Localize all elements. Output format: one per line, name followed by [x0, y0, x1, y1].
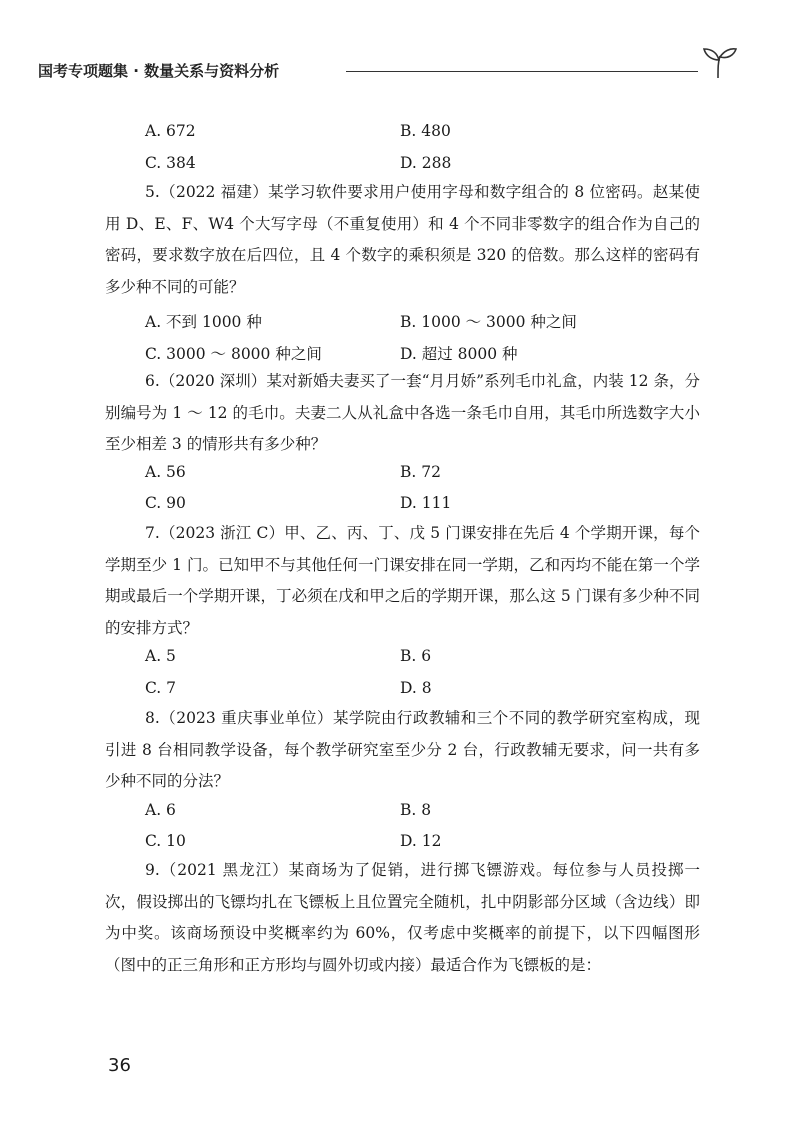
option-c: C. 384	[145, 154, 196, 172]
header-rule	[346, 71, 698, 72]
option-b: B. 480	[400, 122, 451, 140]
option-d: D. 111	[400, 494, 452, 512]
option-a: A. 6	[145, 801, 176, 819]
option-c: C. 90	[145, 494, 186, 512]
question-8-text: 8.（2023 重庆事业单位）某学院由行政教辅和三个不同的教学研究室构成，现引进 8 台相同教学设备，每个教学研究室至少分 2 台，行政教辅无要求，问一共有多少种不同的分法？	[105, 709, 700, 790]
option-c: C. 7	[145, 679, 177, 697]
page-number: 36	[108, 1055, 131, 1076]
option-b: B. 1000 ～ 3000 种之间	[400, 313, 577, 331]
option-a: A. 672	[145, 122, 196, 140]
sprout-icon	[698, 44, 738, 80]
option-d: D. 12	[400, 832, 442, 850]
option-c: C. 10	[145, 832, 186, 850]
option-a: A. 不到 1000 种	[145, 313, 262, 331]
book-title: 国考专项题集 · 数量关系与资料分析	[38, 62, 280, 80]
question-6-text: 6.（2020 深圳）某对新婚夫妻买了一套“月月娇”系列毛巾礼盒，内装 12 条，分别编号为 1 ～ 12 的毛巾。夫妻二人从礼盒中各选一条毛巾自用，其毛巾所选数字大小至少相差 3 的情形共有多少种？	[105, 372, 700, 453]
running-header	[38, 60, 738, 84]
option-d: D. 超过 8000 种	[400, 345, 518, 363]
option-a: A. 5	[145, 647, 176, 665]
option-d: D. 8	[400, 679, 432, 697]
question-7-text: 7.（2023 浙江 C）甲、乙、丙、丁、戊 5 门课安排在先后 4 个学期开课，每个学期至少 1 门。已知甲不与其他任何一门课安排在同一学期，乙和丙均不能在第一个学期或最后一个学期开课，丁必须在戊和甲之后的学期开课，那么这 5 门课有多少种不同的安排方式？	[105, 524, 700, 637]
option-d: D. 288	[400, 154, 452, 172]
option-b: B. 72	[400, 463, 441, 481]
question-5-text: 5.（2022 福建）某学习软件要求用户使用字母和数字组合的 8 位密码。赵某使用 D、E、F、W4 个大写字母（不重复使用）和 4 个不同非零数字的组合作为自己的密码，要求数字放在后四位，且 4 个数字的乘积须是 320 的倍数。那么这样的密码有多少种不同的可能？	[105, 183, 700, 296]
option-b: B. 6	[400, 647, 432, 665]
option-b: B. 8	[400, 801, 432, 819]
option-a: A. 56	[145, 463, 186, 481]
option-c: C. 3000 ～ 8000 种之间	[145, 345, 322, 363]
question-9-text: 9.（2021 黑龙江）某商场为了促销，进行掷飞镖游戏。每位参与人员投掷一次，假设掷出的飞镖均扎在飞镖板上且位置完全随机，扎中阴影部分区域（含边线）即为中奖。该商场预设中奖概率约为 60%，仅考虑中奖概率的前提下，以下四幅图形（图中的正三角形和正方形均与圆外切或内接）最适合作为飞镖板的是：	[105, 861, 700, 974]
